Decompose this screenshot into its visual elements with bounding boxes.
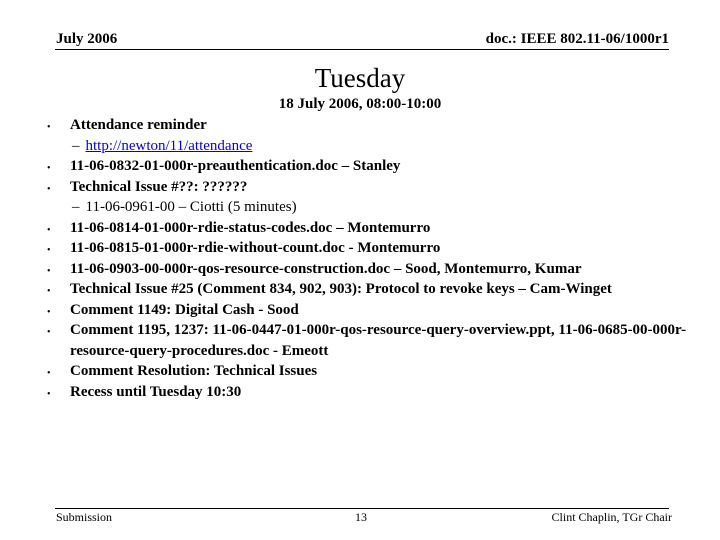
agenda-item-0815: • 11-06-0815-01-000r-rdie-without-count.doc - Montemurro — [70, 238, 698, 259]
agenda-item-recess: • Recess until Tuesday 10:30 — [70, 382, 698, 403]
footer-page-number: 13 — [355, 510, 367, 524]
agenda-item-comment-1195: • Comment 1195, 1237: 11-06-0447-01-000r-qos-resource-query-overview.ppt, 11-06-0685-00-000r-resource-query-procedures.doc - Emeott — [70, 320, 698, 361]
slide-subtitle: 18 July 2006, 08:00-10:00 — [278, 96, 442, 112]
slide-title: Tuesday — [314, 63, 406, 93]
agenda-item-0903: • 11-06-0903-00-000r-qos-resource-construction.doc – Sood, Montemurro, Kumar — [70, 259, 698, 280]
agenda-item-comment-1149: • Comment 1149: Digital Cash - Sood — [70, 300, 698, 321]
agenda-list — [70, 115, 698, 402]
footer-submission: Submission — [56, 510, 113, 524]
footer-author: Clint Chaplin, TGr Chair — [551, 510, 672, 524]
agenda-item-0832: • 11-06-0832-01-000r-preauthentication.doc – Stanley — [70, 156, 698, 177]
agenda-item-attendance: • Attendance reminder — [70, 115, 698, 136]
agenda-subitem-0961 — [70, 197, 698, 218]
header-divider — [55, 49, 669, 50]
agenda-item-tech-issue-unknown: • Technical Issue #??: ?????? — [70, 177, 698, 198]
footer-divider — [55, 508, 669, 509]
attendance-link[interactable]: http://newton/11/attendance — [85, 137, 253, 154]
agenda-item-0814: • 11-06-0814-01-000r-rdie-status-codes.doc – Montemurro — [70, 218, 698, 239]
agenda-item-tech-issue-25: • Technical Issue #25 (Comment 834, 902, 903): Protocol to revoke keys – Cam-Winget — [70, 279, 698, 300]
header-doc-id: doc.: IEEE 802.11-06/1000r1 — [485, 31, 669, 47]
agenda-item-comment-resolution: • Comment Resolution: Technical Issues — [70, 361, 698, 382]
header-date: July 2006 — [56, 31, 118, 47]
agenda-subitem-0961-text: 11-06-0961-00 – Ciotti (5 minutes) — [85, 199, 297, 215]
agenda-subitem-attendance-link — [70, 136, 698, 157]
